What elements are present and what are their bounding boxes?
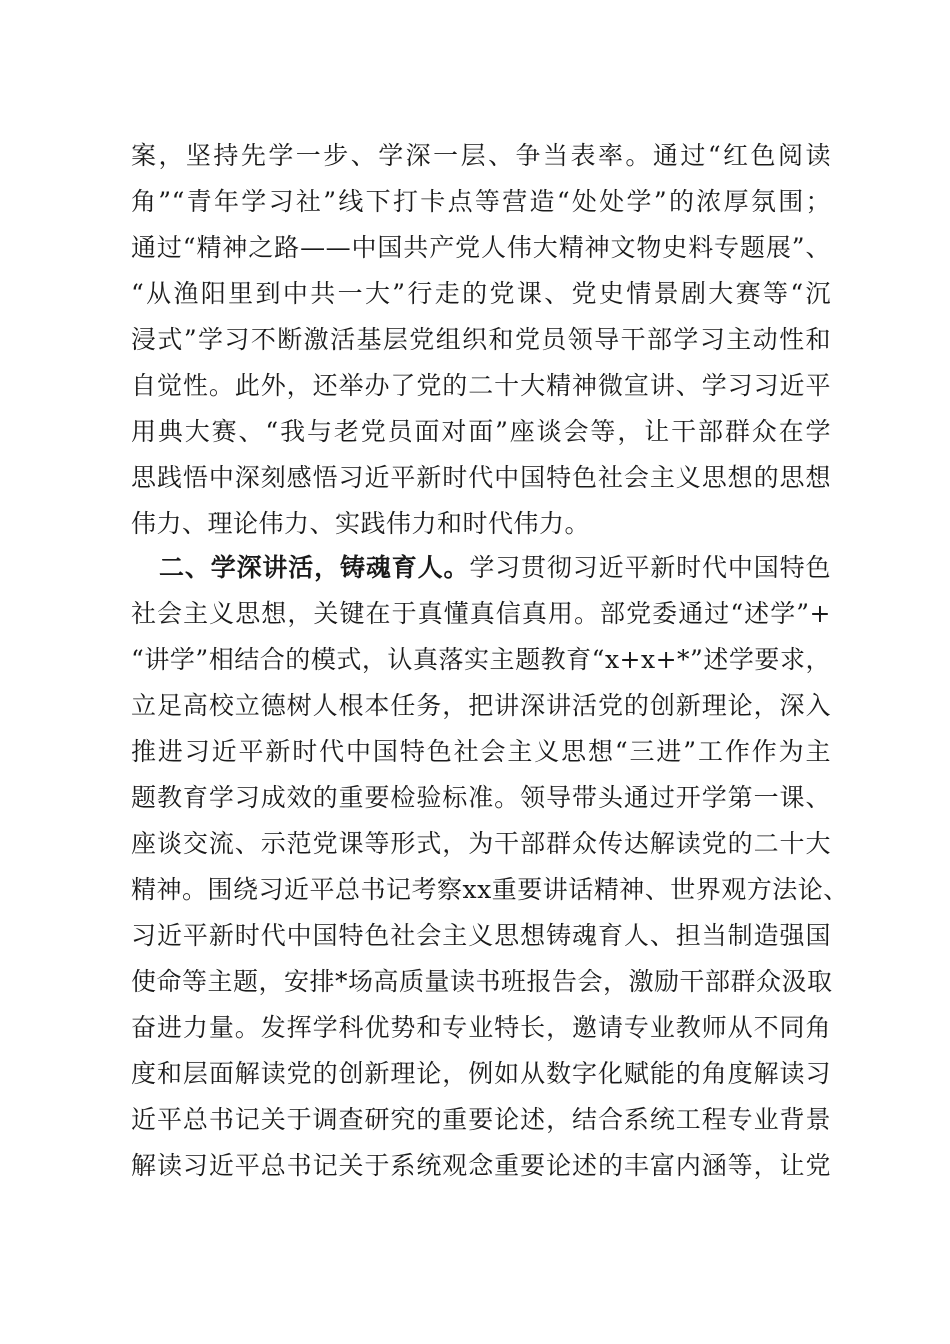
paragraph1-line: 角”“青年学习社”线下打卡点等营造“处处学”的浓厚氛围； [131, 187, 831, 216]
paragraph2-line: 近平总书记关于调查研究的重要论述，结合系统工程专业背景 [131, 1105, 831, 1134]
paragraph2-line: 立足高校立德树人根本任务，把讲深讲活党的创新理论，深入 [131, 691, 831, 720]
paragraph2-line: 解读习近平总书记关于系统观念重要论述的丰富内涵等，让党 [131, 1151, 831, 1180]
paragraph2-first-line-text: 学习贯彻习近平新时代中国特色 [469, 553, 831, 582]
paragraph2-line: 社会主义思想，关键在于真懂真信真用。部党委通过“述学”+ [131, 599, 831, 628]
paragraph2-line: 推进习近平新时代中国特色社会主义思想“三进”工作作为主 [131, 737, 831, 766]
section-heading: 二、学深讲活，铸魂育人。 [159, 553, 470, 582]
paragraph2-line: 题教育学习成效的重要检验标准。领导带头通过开学第一课、 [131, 783, 831, 812]
paragraph2-line: 奋进力量。发挥学科优势和专业特长，邀请专业教师从不同角 [131, 1013, 831, 1042]
paragraph1-line: 自觉性。此外，还举办了党的二十大精神微宣讲、学习习近平 [131, 371, 831, 400]
paragraph1-line: 浸式”学习不断激活基层党组织和党员领导干部学习主动性和 [131, 325, 831, 354]
paragraph2-line: 座谈交流、示范党课等形式，为干部群众传达解读党的二十大 [131, 829, 831, 858]
paragraph1-line: 案，坚持先学一步、学深一层、争当表率。通过“红色阅读 [131, 141, 831, 170]
paragraph1-line: 通过“精神之路——中国共产党人伟大精神文物史料专题展”、 [131, 233, 831, 262]
paragraph1-line: 用典大赛、“我与老党员面对面”座谈会等，让干部群众在学 [131, 417, 831, 446]
paragraph1-line: “从渔阳里到中共一大”行走的党课、党史情景剧大赛等“沉 [131, 279, 831, 308]
paragraph2-line: 精神。围绕习近平总书记考察xx重要讲话精神、世界观方法论、 [131, 875, 849, 904]
paragraph1-line: 伟力、理论伟力、实践伟力和时代伟力。 [131, 509, 591, 538]
paragraph2-line: 习近平新时代中国特色社会主义思想铸魂育人、担当制造强国 [131, 921, 831, 950]
paragraph2-line: “讲学”相结合的模式，认真落实主题教育“x+x+*”述学要求， [131, 645, 831, 674]
paragraph2-line: 度和层面解读党的创新理论，例如从数字化赋能的角度解读习 [131, 1059, 831, 1088]
paragraph2-line: 使命等主题，安排*场高质量读书班报告会，激励干部群众汲取 [131, 967, 833, 996]
paragraph1-line: 思践悟中深刻感悟习近平新时代中国特色社会主义思想的思想 [131, 463, 831, 492]
paragraph2-first-line [159, 545, 831, 591]
